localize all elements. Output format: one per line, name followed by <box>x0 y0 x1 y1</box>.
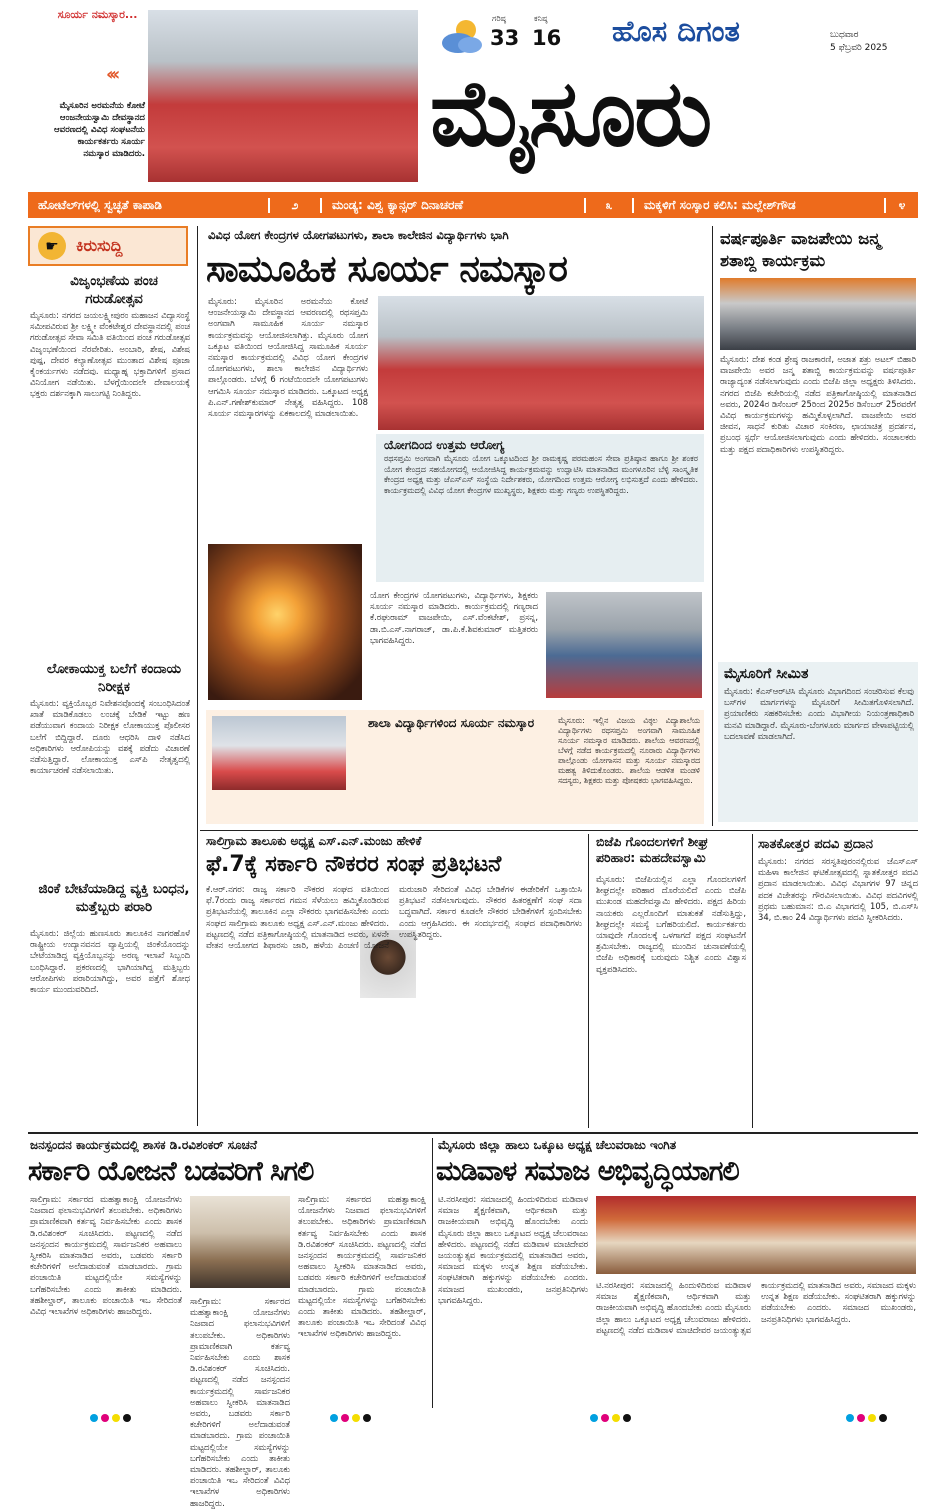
temp-max: 33 <box>490 26 520 50</box>
pg-headline: ಸಾತಕೋತ್ತರ ಪದವಿ ಪ್ರದಾನ <box>758 837 873 852</box>
horizontal-rule <box>28 1132 918 1134</box>
union-kicker: ಸಾಲಿಗ್ರಾಮ ತಾಲೂಕು ಅಧ್ಯಕ್ಷ ಎಸ್.ಎನ್.ಮಂಜು ಹೇಳಿಕೆ <box>206 834 422 848</box>
kirusuddi-logo <box>28 226 188 266</box>
ticker-item[interactable]: ಮಕ್ಕಳಿಗೆ ಸಂಸ್ಕಾರ ಕಲಿಸಿ: ಮಲ್ಲೇಶ್‌ಗೌಡ <box>644 197 796 212</box>
school-title: ಶಾಲಾ ವಿದ್ಯಾರ್ಥಿಗಳಿಂದ ಸೂರ್ಯ ನಮಸ್ಕಾರ <box>367 716 535 730</box>
pg-body: ಮೈಸೂರು: ನಗರದ ಸರಸ್ವತಿಪುರಂನಲ್ಲಿರುವ ಜೆಎಸ್‌ಎಸ್ ಮಹಿಳಾ ಕಾಲೇಜಿನ ಘಟಿಕೋತ್ಸವದಲ್ಲಿ ಸ್ನಾತಕೋತ್ತರ ಪದವಿ ಪ್ರದಾನ ಮಾಡಲಾಯಿತು. ವಿವಿಧ ವಿಭಾಗಗಳ 97 ಚಿನ್ನದ ಪದಕ ವಿಜೇತರನ್ನು ಗೌರವಿಸಲಾಯಿತು. ವಿವಿಧ ಪದವಿಗಳಲ್ಲಿ ಪ್ರಥಮ ಬಹುಮಾನ: ಬಿ.ಎ ವಿಭಾಗದಲ್ಲಿ 105, ಬಿ.ಎಸ್‌ಸಿ 34, ಬಿ.ಕಾಂ 24 ವಿದ್ಯಾರ್ಥಿಗಳು ಪದವಿ ಸ್ವೀಕರಿಸಿದರು. <box>758 856 918 923</box>
madivala-body-2: ಟಿ.ನರಸೀಪುರ: ಸಮಾಜದಲ್ಲಿ ಹಿಂದುಳಿದಿರುವ ಮಡಿವಾಳ ಸಮಾಜ ಶೈಕ್ಷಣಿಕವಾಗಿ, ಆರ್ಥಿಕವಾಗಿ ಮತ್ತು ರಾಜಕೀಯವಾಗಿ ಅಭಿವೃದ್ಧಿ ಹೊಂದಬೇಕು ಎಂದು ಮೈಸೂರು ಜಿಲ್ಲಾ ಹಾಲು ಒಕ್ಕೂಟದ ಅಧ್ಯಕ್ಷ ಚೆಲುವರಾಜು ಹೇಳಿದರು. ಪಟ್ಟಣದಲ್ಲಿ ನಡೆದ ಮಡಿವಾಳ ಮಾಚಿದೇವರ ಜಯಂತ್ಯುತ್ಸವ ಕಾರ್ಯಕ್ರಮದಲ್ಲಿ ಮಾತನಾಡಿದ ಅವರು, ಸಮಾಜದ ಮಕ್ಕಳು ಉನ್ನತ ಶಿಕ್ಷಣ ಪಡೆಯಬೇಕು. ಸಂಘಟಿತರಾಗಿ ಹಕ್ಕುಗಳನ್ನು ಪಡೆಯಬೇಕು ಎಂದರು. ಸಮಾಜದ ಮುಖಂಡರು, ಜನಪ್ರತಿನಿಧಿಗಳು ಭಾಗವಹಿಸಿದ್ದರು. <box>596 1280 916 1335</box>
teaser-photo <box>148 10 418 182</box>
masthead <box>0 0 945 188</box>
registration-marks <box>846 1414 887 1422</box>
column-divider <box>752 834 753 1128</box>
health-box-title: ಯೋಗದಿಂದ ಉತ್ತಮ ಆರೋಗ್ಯ <box>384 438 505 452</box>
issue-day: ಬುಧವಾರ <box>830 30 859 40</box>
brief-1-headline: ವಿಜೃಂಭಣೆಯ ಪಂಚ ಗರುಡೋತ್ಸವ <box>70 273 158 307</box>
brief-2-headline: ಲೋಕಾಯುಕ್ತ ಬಲೆಗೆ ಕಂದಾಯ ನಿರೀಕ್ಷಕ <box>46 661 182 695</box>
lead-photo-2 <box>546 592 702 698</box>
column-divider <box>197 226 198 1126</box>
brief-3-body: ಮೈಸೂರು: ಜಿಲ್ಲೆಯ ಹುಣಸೂರು ತಾಲೂಕಿನ ನಾಗರಹೊಳೆ ರಾಷ್ಟ್ರೀಯ ಉದ್ಯಾನವನದ ವ್ಯಾಪ್ತಿಯಲ್ಲಿ ಜಿಂಕೆಯೊಂದನ್ನು ಬೇಟೆಯಾಡಿದ್ದ ವ್ಯಕ್ತಿಯೊಬ್ಬನನ್ನು ಅರಣ್ಯ ಇಲಾಖೆ ಸಿಬ್ಬಂದಿ ಬಂಧಿಸಿದ್ದಾರೆ. ಪ್ರಕರಣದಲ್ಲಿ ಭಾಗಿಯಾಗಿದ್ದ ಮತ್ತಿಬ್ಬರು ಆರೋಪಿಗಳು ಪರಾರಿಯಾಗಿದ್ದು, ಅವರ ಪತ್ತೆಗೆ ಶೋಧ ಕಾರ್ಯ ಮುಂದುವರಿದಿದೆ. <box>30 928 190 995</box>
temp-min: 16 <box>532 26 562 50</box>
scheme-kicker: ಜನಸ್ಪಂದನ ಕಾರ್ಯಕ್ರಮದಲ್ಲಿ ಶಾಸಕ ಡಿ.ರವಿಶಂಕರ್ ಸೂಚನೆ <box>30 1138 258 1152</box>
scheme-headline: ಸರ್ಕಾರಿ ಯೋಜನೆ ಬಡವರಿಗೆ ಸಿಗಲಿ <box>28 1156 314 1187</box>
teaser-caption: ಮೈಸೂರಿನ ಅರಮನೆಯ ಕೋಟೆ ಆಂಜನೇಯಸ್ವಾಮಿ ದೇವಸ್ಥಾನದ ಆವರಣದಲ್ಲಿ ವಿವಿಧ ಸಂಘಟನೆಯ ಕಾರ್ಯಕರ್ತರು ಸೂರ್ಯ ನಮಸ್ಕಾರ ಮಾಡಿದರು. <box>54 101 145 159</box>
temp-min-label: ಕನಿಷ್ಠ <box>534 14 548 23</box>
registration-marks <box>330 1414 371 1422</box>
union-body: ಕೆ.ಆರ್.ನಗರ: ರಾಜ್ಯ ಸರ್ಕಾರಿ ನೌಕರರ ಸಂಘದ ವತಿಯಿಂದ ಫೆ.7ರಂದು ರಾಜ್ಯ ಸರ್ಕಾರದ ಗಮನ ಸೆಳೆಯಲು ಹಮ್ಮಿಕೊಂಡಿರುವ ಪ್ರತಿಭಟನೆಯಲ್ಲಿ ತಾಲೂಕಿನ ಎಲ್ಲಾ ನೌಕರರು ಭಾಗವಹಿಸಬೇಕು ಎಂದು ಸಂಘದ ಸಾಲಿಗ್ರಾಮ ತಾಲೂಕು ಅಧ್ಯಕ್ಷ ಎಸ್.ಎನ್.ಮಂಜು ಹೇಳಿದರು. ಪಟ್ಟಣದಲ್ಲಿ ನಡೆದ ಪತ್ರಿಕಾಗೋಷ್ಠಿಯಲ್ಲಿ ಮಾತನಾಡಿದ ಅವರು, ಏಳನೇ ವೇತನ ಆಯೋಗದ ಶಿಫಾರಸು ಜಾರಿ, ಹಳೆಯ ಪಿಂಚಣಿ ಯೋಜನೆ ಮರುಜಾರಿ ಸೇರಿದಂತೆ ವಿವಿಧ ಬೇಡಿಕೆಗಳ ಈಡೇರಿಕೆಗೆ ಒತ್ತಾಯಿಸಿ ಪ್ರತಿಭಟನೆ ನಡೆಸಲಾಗುವುದು. ನೌಕರರ ಹಿತರಕ್ಷಣೆಗೆ ಸಂಘ ಸದಾ ಬದ್ಧವಾಗಿದೆ. ಸರ್ಕಾರ ಕೂಡಲೇ ನೌಕರರ ಬೇಡಿಕೆಗಳಿಗೆ ಸ್ಪಂದಿಸಬೇಕು ಎಂದು ಆಗ್ರಹಿಸಿದರು. ಈ ಸಂದರ್ಭದಲ್ಲಿ ಸಂಘದ ಪದಾಧಿಕಾರಿಗಳು ಉಪಸ್ಥಿತರಿದ್ದರು. <box>206 884 582 951</box>
ticker-page: ೨ <box>268 198 322 213</box>
school-body: ಮೈಸೂರು: ಇಲ್ಲಿನ ವಿಜಯ ವಿಠ್ಠಲ ವಿದ್ಯಾಶಾಲೆಯ ವಿದ್ಯಾರ್ಥಿಗಳು ರಥಸಪ್ತಮಿ ಅಂಗವಾಗಿ ಸಾಮೂಹಿಕ ಸೂರ್ಯ ನಮಸ್ಕಾರ ಮಾಡಿದರು. ಶಾಲೆಯ ಆವರಣದಲ್ಲಿ ಬೆಳಗ್ಗೆ ನಡೆದ ಕಾರ್ಯಕ್ರಮದಲ್ಲಿ ನೂರಾರು ವಿದ್ಯಾರ್ಥಿಗಳು ಪಾಲ್ಗೊಂಡು ಯೋಗಾಸನ ಮತ್ತು ಸೂರ್ಯ ನಮಸ್ಕಾರದ ಮಹತ್ವ ತಿಳಿದುಕೊಂಡರು. ಶಾಲೆಯ ಆಡಳಿತ ಮಂಡಳಿ ಸದಸ್ಯರು, ಶಿಕ್ಷಕರು ಮತ್ತು ಪೋಷಕರು ಭಾಗವಹಿಸಿದ್ದರು. <box>558 716 700 785</box>
brief-1-body: ಮೈಸೂರು: ನಗರದ ಜಯಲಕ್ಷ್ಮೀಪುರಂ ಮಹಾಜನ ವಿದ್ಯಾಸಂಸ್ಥೆ ಸಮೀಪವಿರುವ ಶ್ರೀ ಲಕ್ಷ್ಮೀ ವೆಂಕಟೇಶ್ವರ ದೇವಸ್ಥಾನದಲ್ಲಿ ಪಂಚ ಗರುಡೋತ್ಸವ ಸೇವಾ ಸಮಿತಿ ವತಿಯಿಂದ ಪಂಚ ಗರುಡೋತ್ಸವ ವಿಜೃಂಭಣೆಯಿಂದ ನೆರವೇರಿತು. ಅಂಬಾರಿ, ಶೇಷ, ವಿಶೇಷ ಪುಷ್ಪ, ದೇವರ ಕಲ್ಯಾಣೋತ್ಸವ ಮುಂತಾದ ವಿಶೇಷ ಪೂಜಾ ಕೈಂಕರ್ಯಗಳು ನಡೆದವು. ಮಧ್ಯಾಹ್ನ ಭಕ್ತಾದಿಗಳಿಗೆ ಪ್ರಸಾದ ವಿನಿಯೋಗ ನಡೆಯಿತು. ಬೆಳಗ್ಗೆಯಿಂದಲೇ ದೇವಾಲಯಕ್ಕೆ ಭಕ್ತರು ದರ್ಶನಕ್ಕಾಗಿ ಸಾಲುಗಟ್ಟಿ ನಿಂತಿದ್ದರು. <box>30 310 190 399</box>
madivala-kicker: ಮೈಸೂರು ಜಿಲ್ಲಾ ಹಾಲು ಒಕ್ಕೂಟ ಅಧ್ಯಕ್ಷ ಚೆಲುವರಾಜು ಇಂಗಿತ <box>438 1138 677 1152</box>
city-title: ಮೈಸೂರು <box>430 60 711 167</box>
temp-max-label: ಗರಿಷ್ಠ <box>492 14 506 23</box>
scheme-body-3: ಸಾಲಿಗ್ರಾಮ: ಸರ್ಕಾರದ ಮಹತ್ವಾಕಾಂಕ್ಷಿ ಯೋಜನೆಗಳು ನಿಜವಾದ ಫಲಾನುಭವಿಗಳಿಗೆ ತಲುಪಬೇಕು. ಅಧಿಕಾರಿಗಳು ಪ್ರಾಮಾಣಿಕವಾಗಿ ಕರ್ತವ್ಯ ನಿರ್ವಹಿಸಬೇಕು ಎಂದು ಶಾಸಕ ಡಿ.ರವಿಶಂಕರ್ ಸೂಚಿಸಿದರು. ಪಟ್ಟಣದಲ್ಲಿ ನಡೆದ ಜನಸ್ಪಂದನ ಕಾರ್ಯಕ್ರಮದಲ್ಲಿ ಸಾರ್ವಜನಿಕರ ಅಹವಾಲು ಸ್ವೀಕರಿಸಿ ಮಾತನಾಡಿದ ಅವರು, ಬಡವರು ಸರ್ಕಾರಿ ಕಚೇರಿಗಳಿಗೆ ಅಲೆದಾಡುವಂತೆ ಮಾಡಬಾರದು. ಗ್ರಾಮ ಪಂಚಾಯಿತಿ ಮಟ್ಟದಲ್ಲಿಯೇ ಸಮಸ್ಯೆಗಳನ್ನು ಬಗೆಹರಿಸಬೇಕು ಎಂದು ತಾಕೀತು ಮಾಡಿದರು. ತಹಶೀಲ್ದಾರ್, ತಾಲೂಕು ಪಂಚಾಯಿತಿ ಇಒ ಸೇರಿದಂತೆ ವಿವಿಧ ಇಲಾಖೆಗಳ ಅಧಿಕಾರಿಗಳು ಹಾಜರಿದ್ದರು. <box>298 1194 426 1339</box>
limited-headline: ಮೈಸೂರಿಗೆ ಸೀಮಿತ <box>724 666 809 682</box>
column-divider <box>712 226 713 826</box>
ticker-page: ೩ <box>584 198 634 213</box>
hand-icon: ☛ <box>38 232 66 260</box>
school-photo <box>212 716 346 790</box>
brand-logo: ಹೊಸ ದಿಗಂತ <box>612 14 740 48</box>
scheme-photo <box>190 1196 290 1288</box>
lead-kicker: ವಿವಿಧ ಯೋಗ ಕೇಂದ್ರಗಳ ಯೋಗಪಟುಗಳು, ಶಾಲಾ ಕಾಲೇಜಿನ ವಿದ್ಯಾರ್ಥಿಗಳು ಭಾಗಿ <box>208 228 509 242</box>
madivala-photo <box>596 1196 916 1274</box>
registration-marks <box>590 1414 631 1422</box>
weather-icon <box>436 16 486 56</box>
teaser-headline: ಸೂರ್ಯ ನಮಸ್ಕಾರ... <box>57 8 138 21</box>
scheme-body: ಸಾಲಿಗ್ರಾಮ: ಸರ್ಕಾರದ ಮಹತ್ವಾಕಾಂಕ್ಷಿ ಯೋಜನೆಗಳು ನಿಜವಾದ ಫಲಾನುಭವಿಗಳಿಗೆ ತಲುಪಬೇಕು. ಅಧಿಕಾರಿಗಳು ಪ್ರಾಮಾಣಿಕವಾಗಿ ಕರ್ತವ್ಯ ನಿರ್ವಹಿಸಬೇಕು ಎಂದು ಶಾಸಕ ಡಿ.ರವಿಶಂಕರ್ ಸೂಚಿಸಿದರು. ಪಟ್ಟಣದಲ್ಲಿ ನಡೆದ ಜನಸ್ಪಂದನ ಕಾರ್ಯಕ್ರಮದಲ್ಲಿ ಸಾರ್ವಜನಿಕರ ಅಹವಾಲು ಸ್ವೀಕರಿಸಿ ಮಾತನಾಡಿದ ಅವರು, ಬಡವರು ಸರ್ಕಾರಿ ಕಚೇರಿಗಳಿಗೆ ಅಲೆದಾಡುವಂತೆ ಮಾಡಬಾರದು. ಗ್ರಾಮ ಪಂಚಾಯಿತಿ ಮಟ್ಟದಲ್ಲಿಯೇ ಸಮಸ್ಯೆಗಳನ್ನು ಬಗೆಹರಿಸಬೇಕು ಎಂದು ತಾಕೀತು ಮಾಡಿದರು. ತಹಶೀಲ್ದಾರ್, ತಾಲೂಕು ಪಂಚಾಯಿತಿ ಇಒ ಸೇರಿದಂತೆ ವಿವಿಧ ಇಲಾಖೆಗಳ ಅಧಿಕಾರಿಗಳು ಹಾಜರಿದ್ದರು. <box>30 1194 182 1317</box>
lead-body: ಮೈಸೂರು: ಮೈಸೂರಿನ ಅರಮನೆಯ ಕೋಟೆ ಆಂಜನೇಯಸ್ವಾಮಿ ದೇವಸ್ಥಾನದ ಆವರಣದಲ್ಲಿ ರಥಸಪ್ತಮಿ ಅಂಗವಾಗಿ ಸಾಮೂಹಿಕ ಸೂರ್ಯ ನಮಸ್ಕಾರ ಕಾರ್ಯಕ್ರಮವನ್ನು ಆಯೋಜಿಸಲಾಗಿತ್ತು. ಮೈಸೂರು ಯೋಗ ಒಕ್ಕೂಟ ವತಿಯಿಂದ ಆಯೋಜಿಸಿದ್ದ ಸಾಮೂಹಿಕ ಸೂರ್ಯ ನಮಸ್ಕಾರ ಕಾರ್ಯಕ್ರಮದಲ್ಲಿ ವಿವಿಧ ಯೋಗ ಕೇಂದ್ರಗಳ ಯೋಗಪಟುಗಳು, ಶಾಲಾ ಕಾಲೇಜಿನ ವಿದ್ಯಾರ್ಥಿಗಳು ಪಾಲ್ಗೊಂಡರು. ಬೆಳಗ್ಗೆ 6 ಗಂಟೆಯಿಂದಲೇ ಯೋಗಪಟುಗಳು ಆಗಮಿಸಿ ಸೂರ್ಯ ನಮಸ್ಕಾರ ಮಾಡಿದರು. ಒಕ್ಕೂಟದ ಅಧ್ಯಕ್ಷ ಪಿ.ಎನ್.ಗಣೇಶ್‌ಕುಮಾರ್ ನೇತೃತ್ವ ವಹಿಸಿದ್ದರು. 108 ಸೂರ್ಯ ನಮಸ್ಕಾರಗಳನ್ನು ಏಕಕಾಲದಲ್ಲಿ ಮಾಡಲಾಯಿತು. <box>208 296 368 419</box>
ticker-bar <box>28 192 918 218</box>
sunrise-photo <box>208 544 362 700</box>
issue-date: 5 ಫೆಬ್ರವರಿ 2025 <box>830 43 888 53</box>
registration-marks <box>90 1414 131 1422</box>
horizontal-rule <box>200 830 918 831</box>
ticker-page: ೪ <box>884 198 918 213</box>
brief-3-headline: ಜಿಂಕೆ ಬೇಟೆಯಾಡಿದ್ದ ವ್ಯಕ್ತಿ ಬಂಧನ, ಮತ್ತೆಬ್ಬರು ಪರಾರಿ <box>38 881 190 915</box>
bjp-body: ಮೈಸೂರು: ಬಿಜೆಪಿಯಲ್ಲಿನ ಎಲ್ಲಾ ಗೊಂದಲಗಳಿಗೆ ಶೀಘ್ರದಲ್ಲೇ ಪರಿಹಾರ ದೊರೆಯಲಿದೆ ಎಂದು ಬಿಜೆಪಿ ಮುಖಂಡ ಮಹದೇವಸ್ವಾಮಿ ಹೇಳಿದರು. ಪಕ್ಷದ ಹಿರಿಯ ನಾಯಕರು ಎಲ್ಲರೊಂದಿಗೆ ಮಾತುಕತೆ ನಡೆಸುತ್ತಿದ್ದು, ಶೀಘ್ರದಲ್ಲೇ ಸಮಸ್ಯೆ ಬಗೆಹರಿಯಲಿದೆ. ಕಾರ್ಯಕರ್ತರು ಯಾವುದೇ ಗೊಂದಲಕ್ಕೆ ಒಳಗಾಗದೆ ಪಕ್ಷದ ಸಂಘಟನೆಗೆ ಶ್ರಮಿಸಬೇಕು. ರಾಜ್ಯದಲ್ಲಿ ಮುಂದಿನ ಚುನಾವಣೆಯಲ್ಲಿ ಬಿಜೆಪಿ ಅಧಿಕಾರಕ್ಕೆ ಬರುವುದು ನಿಶ್ಚಿತ ಎಂದು ವಿಶ್ವಾಸ ವ್ಯಕ್ತಪಡಿಸಿದರು. <box>596 874 746 974</box>
madivala-body: ಟಿ.ನರಸೀಪುರ: ಸಮಾಜದಲ್ಲಿ ಹಿಂದುಳಿದಿರುವ ಮಡಿವಾಳ ಸಮಾಜ ಶೈಕ್ಷಣಿಕವಾಗಿ, ಆರ್ಥಿಕವಾಗಿ ಮತ್ತು ರಾಜಕೀಯವಾಗಿ ಅಭಿವೃದ್ಧಿ ಹೊಂದಬೇಕು ಎಂದು ಮೈಸೂರು ಜಿಲ್ಲಾ ಹಾಲು ಒಕ್ಕೂಟದ ಅಧ್ಯಕ್ಷ ಚೆಲುವರಾಜು ಹೇಳಿದರು. ಪಟ್ಟಣದಲ್ಲಿ ನಡೆದ ಮಡಿವಾಳ ಮಾಚಿದೇವರ ಜಯಂತ್ಯುತ್ಸವ ಕಾರ್ಯಕ್ರಮದಲ್ಲಿ ಮಾತನಾಡಿದ ಅವರು, ಸಮಾಜದ ಮಕ್ಕಳು ಉನ್ನತ ಶಿಕ್ಷಣ ಪಡೆಯಬೇಕು. ಸಂಘಟಿತರಾಗಿ ಹಕ್ಕುಗಳನ್ನು ಪಡೆಯಬೇಕು ಎಂದರು. ಸಮಾಜದ ಮುಖಂಡರು, ಜನಪ್ರತಿನಿಧಿಗಳು ಭಾಗವಹಿಸಿದ್ದರು. <box>438 1194 588 1305</box>
lead-col-body: ಯೋಗ ಕೇಂದ್ರಗಳ ಯೋಗಪಟುಗಳು, ವಿದ್ಯಾರ್ಥಿಗಳು, ಶಿಕ್ಷಕರು ಸೂರ್ಯ ನಮಸ್ಕಾರ ಮಾಡಿದರು. ಕಾರ್ಯಕ್ರಮದಲ್ಲಿ ಗಣ್ಯರಾದ ಕೆ.ರಘುರಾಮ್ ವಾಜಪೇಯಿ, ಎಸ್.ವೆಂಕಟೇಶ್, ಪ್ರಸನ್ನ, ಡಾ.ಬಿ.ಎಸ್.ನಾಗರಾಜ್, ಡಾ.ಪಿ.ಕೆ.ಶಿವಕುಮಾರ್ ಮತ್ತಿತರರು ಭಾಗವಹಿಸಿದ್ದರು. <box>370 590 538 645</box>
limited-body: ಮೈಸೂರು: ಕೆಎಸ್‌ಆರ್‌ಟಿಸಿ ಮೈಸೂರು ವಿಭಾಗದಿಂದ ಸಂಚರಿಸುವ ಕೆಲವು ಬಸ್‌ಗಳ ಮಾರ್ಗಗಳನ್ನು ಮೈಸೂರಿಗೆ ಸೀಮಿತಗೊಳಿಸಲಾಗಿದೆ. ಪ್ರಯಾಣಿಕರು ಸಹಕರಿಸಬೇಕು ಎಂದು ವಿಭಾಗೀಯ ನಿಯಂತ್ರಣಾಧಿಕಾರಿ ಮನವಿ ಮಾಡಿದ್ದಾರೆ. ಮೈಸೂರು-ಬೆಂಗಳೂರು ಮಾರ್ಗದ ವೇಳಾಪಟ್ಟಿಯಲ್ಲಿ ಬದಲಾವಣೆ ಮಾಡಲಾಗಿದೆ. <box>724 686 914 741</box>
vajpayee-headline: ವರ್ಷಪೂರ್ತಿ ವಾಜಪೇಯಿ ಜನ್ಮ ಶತಾಬ್ದಿ ಕಾರ್ಯಕ್ರಮ <box>720 229 881 270</box>
scheme-body-2: ಸಾಲಿಗ್ರಾಮ: ಸರ್ಕಾರದ ಮಹತ್ವಾಕಾಂಕ್ಷಿ ಯೋಜನೆಗಳು ನಿಜವಾದ ಫಲಾನುಭವಿಗಳಿಗೆ ತಲುಪಬೇಕು. ಅಧಿಕಾರಿಗಳು ಪ್ರಾಮಾಣಿಕವಾಗಿ ಕರ್ತವ್ಯ ನಿರ್ವಹಿಸಬೇಕು ಎಂದು ಶಾಸಕ ಡಿ.ರವಿಶಂಕರ್ ಸೂಚಿಸಿದರು. ಪಟ್ಟಣದಲ್ಲಿ ನಡೆದ ಜನಸ್ಪಂದನ ಕಾರ್ಯಕ್ರಮದಲ್ಲಿ ಸಾರ್ವಜನಿಕರ ಅಹವಾಲು ಸ್ವೀಕರಿಸಿ ಮಾತನಾಡಿದ ಅವರು, ಬಡವರು ಸರ್ಕಾರಿ ಕಚೇರಿಗಳಿಗೆ ಅಲೆದಾಡುವಂತೆ ಮಾಡಬಾರದು. ಗ್ರಾಮ ಪಂಚಾಯಿತಿ ಮಟ್ಟದಲ್ಲಿಯೇ ಸಮಸ್ಯೆಗಳನ್ನು ಬಗೆಹರಿಸಬೇಕು ಎಂದು ತಾಕೀತು ಮಾಡಿದರು. ತಹಶೀಲ್ದಾರ್, ತಾಲೂಕು ಪಂಚಾಯಿತಿ ಇಒ ಸೇರಿದಂತೆ ವಿವಿಧ ಇಲಾಖೆಗಳ ಅಧಿಕಾರಿಗಳು ಹಾಜರಿದ್ದರು. <box>190 1296 290 1508</box>
ticker-item[interactable]: ಮಂಡ್ಯ: ವಿಶ್ವ ಕ್ಯಾನ್ಸರ್ ದಿನಾಚರಣೆ <box>332 197 464 212</box>
ticker-item[interactable]: ಹೋಟೆಲ್‌ಗಳಲ್ಲಿ ಸ್ವಚ್ಛತೆ ಕಾಪಾಡಿ <box>38 197 162 212</box>
bjp-headline: ಬಿಜೆಪಿ ಗೊಂದಲಗಳಿಗೆ ಶೀಘ್ರ ಪರಿಹಾರ: ಮಹದೇವಸ್ವಾಮಿ <box>596 834 709 865</box>
column-divider <box>432 1138 433 1408</box>
brief-2-body: ಮೈಸೂರು: ವ್ಯಕ್ತಿಯೊಬ್ಬರ ನಿವೇಶನವೊಂದಕ್ಕೆ ಸಂಬಂಧಿಸಿದಂತೆ ಖಾತೆ ಮಾಡಿಕೊಡಲು ಲಂಚಕ್ಕೆ ಬೇಡಿಕೆ ಇಟ್ಟು ಹಣ ಪಡೆಯುವಾಗ ಕಂದಾಯ ನಿರೀಕ್ಷಕ ಲೋಕಾಯುಕ್ತ ಪೊಲೀಸರ ಬಲೆಗೆ ಬಿದ್ದಿದ್ದಾರೆ. ದೂರು ಆಧರಿಸಿ ದಾಳಿ ನಡೆಸಿದ ಅಧಿಕಾರಿಗಳು ಆರೋಪಿಯನ್ನು ವಶಕ್ಕೆ ಪಡೆದು ವಿಚಾರಣೆ ನಡೆಸುತ್ತಿದ್ದಾರೆ. ಲೋಕಾಯುಕ್ತ ಎಸ್‌ಪಿ ನೇತೃತ್ವದಲ್ಲಿ ಕಾರ್ಯಾಚರಣೆ ನಡೆಸಲಾಯಿತು. <box>30 698 190 776</box>
kirusuddi-label: ಕಿರುಸುದ್ದಿ <box>76 236 123 255</box>
lead-headline: ಸಾಮೂಹಿಕ ಸೂರ್ಯ ನಮಸ್ಕಾರ <box>206 247 567 290</box>
vajpayee-body: ಮೈಸೂರು: ದೇಶ ಕಂಡ ಶ್ರೇಷ್ಠ ರಾಜಕಾರಣಿ, ಅಜಾತ ಶತ್ರು ಅಟಲ್ ಬಿಹಾರಿ ವಾಜಪೇಯಿ ಅವರ ಜನ್ಮ ಶತಾಬ್ದಿ ಕಾರ್ಯಕ್ರಮವನ್ನು ವರ್ಷಪೂರ್ತಿ ರಾಜ್ಯಾದ್ಯಂತ ನಡೆಸಲಾಗುವುದು ಎಂದು ಬಿಜೆಪಿ ಜಿಲ್ಲಾ ಅಧ್ಯಕ್ಷರು ತಿಳಿಸಿದರು. ನಗರದ ಬಿಜೆಪಿ ಕಚೇರಿಯಲ್ಲಿ ನಡೆದ ಪತ್ರಿಕಾಗೋಷ್ಠಿಯಲ್ಲಿ ಮಾತನಾಡಿದ ಅವರು, 2024ರ ಡಿಸೆಂಬರ್ 25ರಿಂದ 2025ರ ಡಿಸೆಂಬರ್ 25ರವರೆಗೆ ವಿವಿಧ ಕಾರ್ಯಕ್ರಮಗಳನ್ನು ಹಮ್ಮಿಕೊಳ್ಳಲಾಗಿದೆ. ವಾಜಪೇಯಿ ಅವರ ಜೀವನ, ಸಾಧನೆ ಕುರಿತು ವಿಚಾರ ಸಂಕಿರಣ, ಛಾಯಾಚಿತ್ರ ಪ್ರದರ್ಶನ, ಪ್ರಬಂಧ ಸ್ಪರ್ಧೆ ಆಯೋಜಿಸಲಾಗುವುದು ಎಂದು ಹೇಳಿದರು. ಸಂಚಾಲಕರು ಮತ್ತು ಪಕ್ಷದ ಪದಾಧಿಕಾರಿಗಳು ಉಪಸ್ಥಿತರಿದ್ದರು. <box>720 354 916 454</box>
health-box-body: ರಥಸಪ್ತಮಿ ಅಂಗವಾಗಿ ಮೈಸೂರು ಯೋಗ ಒಕ್ಕೂಟದಿಂದ ಶ್ರೀ ರಾಮಕೃಷ್ಣ ಪರಮಹಂಸ ಸೇವಾ ಪ್ರತಿಷ್ಠಾನ ಹಾಗೂ ಶ್ರೀ ಶಂಕರ ಯೋಗ ಕೇಂದ್ರದ ಸಹಯೋಗದಲ್ಲಿ ಆಯೋಜಿಸಿದ್ದ ಕಾರ್ಯಕ್ರಮವನ್ನು ಉದ್ಘಾಟಿಸಿ ಮಾತನಾಡಿದ ಮಂಗಳೂರಿನ ಬೆಳ್ಳಿ ಸಾಂಸ್ಕೃತಿಕ ಕೇಂದ್ರದ ಅಧ್ಯಕ್ಷ ಮತ್ತು ಜೆಎಸ್‌ಎಸ್ ಸಂಸ್ಥೆಯ ನಿರ್ದೇಶಕರು, ಯೋಗದಿಂದ ಉತ್ತಮ ಆರೋಗ್ಯ ಲಭಿಸುತ್ತದೆ ಎಂದು ಹೇಳಿದರು. ಕಾರ್ಯಕ್ರಮದಲ್ಲಿ ವಿವಿಧ ಯೋಗ ಕೇಂದ್ರಗಳ ಮುಖ್ಯಸ್ಥರು, ಶಿಕ್ಷಕರು ಮತ್ತು ಗಣ್ಯರು ಉಪಸ್ಥಿತರಿದ್ದರು. <box>384 454 698 495</box>
vajpayee-photo <box>720 278 916 350</box>
column-divider <box>588 834 589 1128</box>
madivala-headline: ಮಡಿವಾಳ ಸಮಾಜ ಅಭಿವೃದ್ಧಿಯಾಗಲಿ <box>436 1156 739 1187</box>
teaser-arrows: ‹‹‹ <box>106 64 117 85</box>
lead-photo-main <box>378 296 704 430</box>
union-headline: ಫೆ.7ಕ್ಕೆ ಸರ್ಕಾರಿ ನೌಕರರ ಸಂಘ ಪ್ರತಿಭಟನೆ <box>206 852 502 877</box>
